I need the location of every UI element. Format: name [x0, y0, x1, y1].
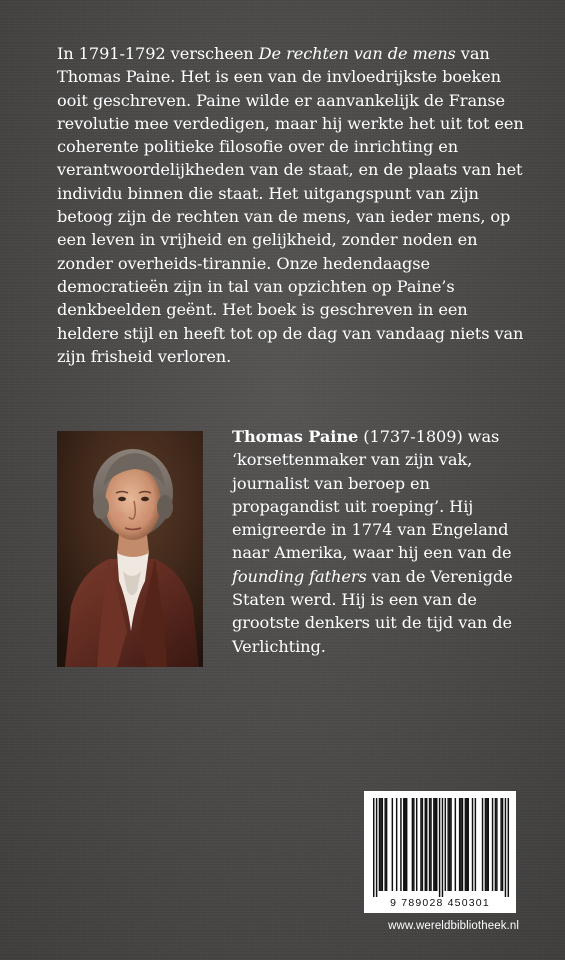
barcode-bar [429, 798, 430, 891]
barcode-bar [382, 798, 383, 891]
barcode-bar [467, 798, 468, 891]
barcode-bar [445, 798, 446, 891]
barcode-bar [413, 798, 414, 891]
barcode-bar [425, 798, 426, 891]
barcode-bar [488, 798, 489, 891]
biography-text-rest: van de Verenigde Staten werd. Hij is een van de grootste denkers uit de tijd van de Verlichting. [232, 566, 513, 656]
description-text-rest: van Thomas Paine. Het is een van de invloedrijkste boeken ooit geschreven. Paine wilde er aanvankelijk de Franse revolutie mee verdedigen, maar hij werkte het uit tot een coherente politieke filosofie over de inrichting en verantwoordelijkheden van de staat, en de plaats van het individu binnen die staat. Het uitgangspunt van zijn betoog zijn de rechten van de mens, van ieder mens, op een leven in vrijheid en gelijkheid, zonder noden en zonder overheids-tirannie. Onze hedendaagse democratieën zijn in tal van opzichten op Paine’s denkbeelden geënt. Het boek is geschreven in een heldere stijl en heeft tot op de dag van vandaag niets van zijn frisheid verloren. [57, 44, 524, 366]
barcode-bar [508, 798, 509, 897]
barcode-bar [460, 798, 461, 891]
barcode-bar [376, 798, 377, 897]
author-portrait [57, 431, 203, 667]
barcode-bar [436, 798, 437, 891]
book-title: De rechten van de mens [258, 44, 456, 63]
barcode-bar [433, 798, 434, 891]
barcode-bar [439, 798, 440, 897]
barcode-bar [459, 798, 460, 891]
barcode-bar [384, 798, 385, 891]
barcode-bar [392, 798, 393, 891]
barcode-bar [420, 798, 421, 891]
barcode-bar [462, 798, 463, 891]
barcode-bar [373, 798, 374, 897]
barcode-bar [426, 798, 427, 891]
barcode-bar [447, 798, 448, 891]
barcode-bar [449, 798, 450, 891]
barcode-bar [396, 798, 397, 891]
barcode-bar [442, 798, 443, 897]
barcode-bars [364, 791, 516, 913]
barcode-bar [455, 798, 456, 891]
barcode-bar [412, 798, 413, 891]
description-text-start: In 1791-1792 verscheen [57, 44, 259, 63]
barcode-bar [502, 798, 503, 891]
barcode-bar [404, 798, 405, 891]
barcode-bar [400, 798, 401, 891]
barcode-bar [475, 798, 476, 891]
biography-emphasis: founding fathers [232, 566, 367, 586]
barcode-bar [485, 798, 486, 891]
barcode-bar [435, 798, 436, 891]
barcode-bar [380, 798, 381, 891]
barcode-bar [386, 798, 387, 891]
author-biography [232, 425, 532, 658]
barcode-bar [466, 798, 467, 891]
barcode-bar [486, 798, 487, 891]
barcode-bar [450, 798, 451, 891]
barcode-bar [406, 798, 407, 891]
barcode-bar [505, 798, 506, 897]
barcode-bar [495, 798, 496, 891]
barcode-bar [472, 798, 473, 891]
barcode-bar [379, 798, 380, 891]
author-name: Thomas Paine [232, 427, 359, 446]
barcode-bar [482, 798, 483, 891]
barcode-bar [465, 798, 466, 891]
biography-paragraph [232, 425, 532, 658]
description-paragraph [57, 42, 527, 368]
barcode-bar [500, 798, 501, 891]
isbn-barcode [364, 791, 516, 913]
barcode-bar [496, 798, 497, 891]
barcode-bar [430, 798, 431, 891]
barcode-bar [492, 798, 493, 891]
book-description [57, 42, 527, 368]
barcode-bar [416, 798, 417, 891]
biography-text-start: (1737-1809) was ‘korsettenmaker van zijn vak, journalist van beroep en propagandist uit roeping’. Hij emigreerde in 1774 van Engeland naar Amerika, waar hij een van de [232, 427, 512, 563]
barcode-bar [422, 798, 423, 891]
publisher-website: www.wereldbibliotheek.nl [388, 920, 519, 932]
barcode-number: 9 789028 450301 [390, 897, 490, 909]
barcode-bar [403, 798, 404, 891]
